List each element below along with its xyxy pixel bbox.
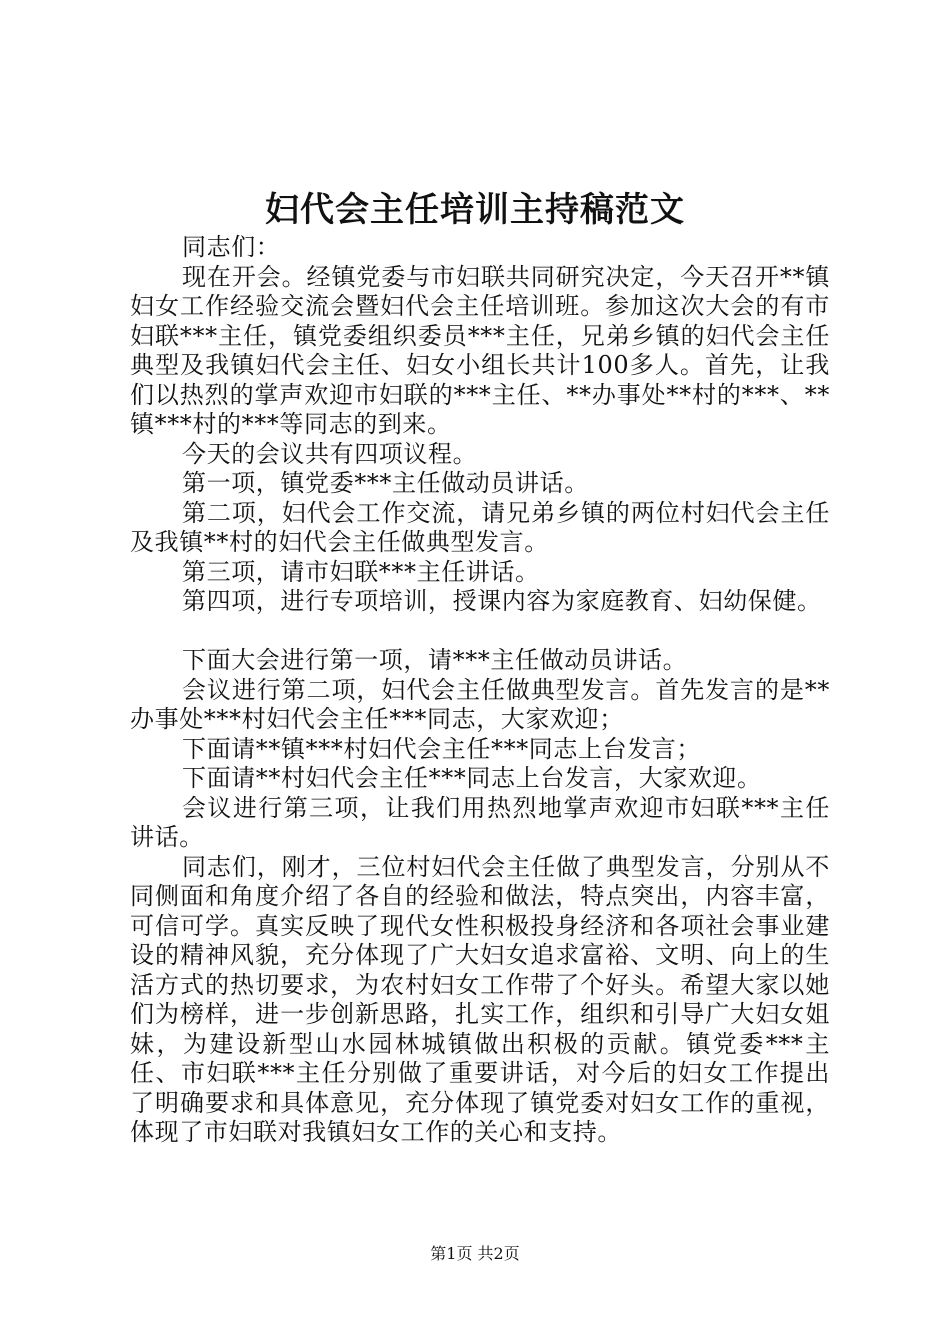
- paragraph-agenda-item-2: 第二项，妇代会工作交流，请兄弟乡镇的两位村妇代会主任及我镇**村的妇代会主任做典型发言。: [130, 498, 830, 556]
- paragraph-summary: 同志们，刚才，三位村妇代会主任做了典型发言，分别从不同侧面和角度介绍了各自的经验和做法，特点突出，内容丰富，可信可学。真实反映了现代女性积极投身经济和各项社会事业建设的精神风貌，充分体现了广大妇女追求富裕、文明、向上的生活方式的热切要求，为农村妇女工作带了个好头。希望大家以她们为榜样，进一步创新思路，扎实工作，组织和引导广大妇女姐妹，为建设新型山水园林城镇做出积极的贡献。镇党委***主任、市妇联***主任分别做了重要讲话，对今后的妇女工作提出了明确要求和具体意见，充分体现了镇党委对妇女工作的重视，体现了市妇联对我镇妇女工作的关心和支持。: [130, 852, 830, 1146]
- paragraph-speaker-2: 下面请**镇***村妇代会主任***同志上台发言；: [182, 734, 701, 763]
- page-number-footer: 第1页 共2页: [430, 1244, 520, 1263]
- document-body: [130, 233, 830, 1148]
- paragraph-agenda-intro: 今天的会议共有四项议程。: [182, 439, 478, 468]
- paragraph-agenda-item-3: 第三项，请市妇联***主任讲话。: [182, 557, 540, 586]
- paragraph-item-1-start: 下面大会进行第一项，请***主任做动员讲话。: [182, 646, 688, 674]
- paragraph-agenda-item-4: 第四项，进行专项培训，授课内容为家庭教育、妇幼保健。: [182, 587, 822, 615]
- document-title: 妇代会主任培训主持稿范文: [265, 190, 685, 230]
- paragraph-item-3-start: 会议进行第三项，让我们用热烈地掌声欢迎市妇联***主任讲话。: [130, 793, 830, 851]
- paragraph-salutation: 同志们：: [182, 233, 281, 261]
- paragraph-opening: 现在开会。经镇党委与市妇联共同研究决定，今天召开**镇妇女工作经验交流会暨妇代会主任培训班。参加这次大会的有市妇联***主任，镇党委组织委员***主任，兄弟乡镇的妇代会主任典型及我镇妇代会主任、妇女小组长共计100多人。首先，让我们以热烈的掌声欢迎市妇联的***主任、**办事处**村的***、**镇***村的***等同志的到来。: [130, 262, 830, 438]
- paragraph-item-2-start: 会议进行第二项，妇代会主任做典型发言。首先发言的是**办事处***村妇代会主任***同志，大家欢迎；: [130, 675, 830, 733]
- paragraph-speaker-3: 下面请**村妇代会主任***同志上台发言，大家欢迎。: [182, 764, 762, 792]
- paragraph-agenda-item-1: 第一项，镇党委***主任做动员讲话。: [182, 469, 589, 497]
